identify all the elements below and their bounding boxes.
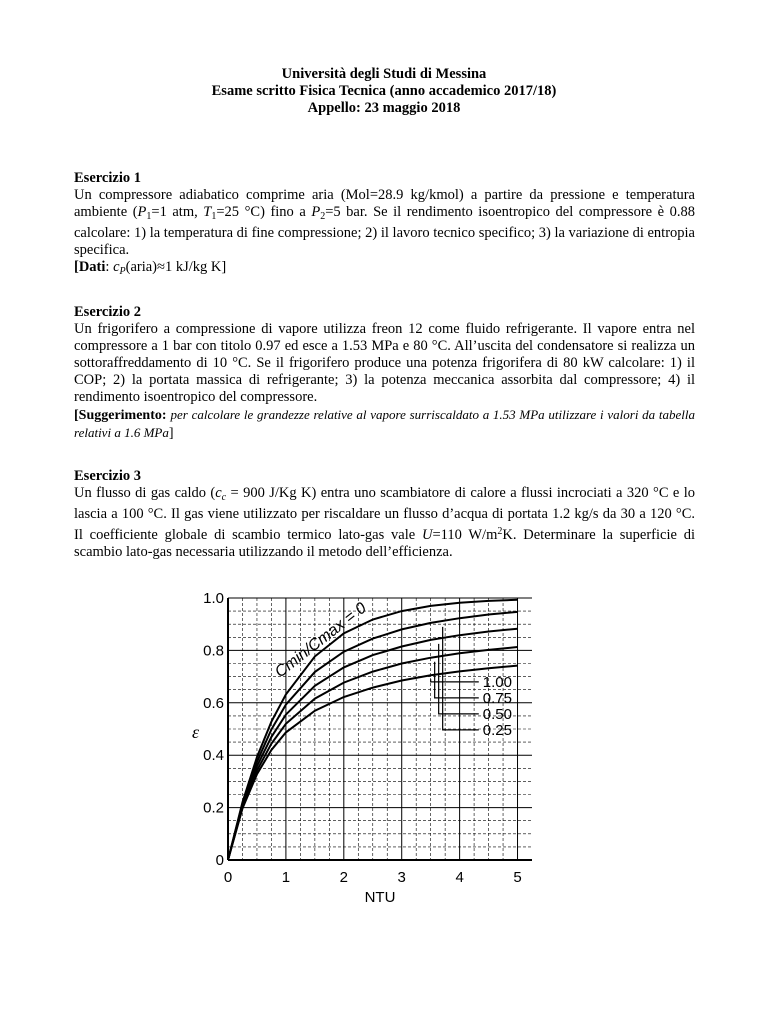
x-tick-label: 2 [339, 869, 348, 886]
y-tick-label: 0.2 [203, 799, 224, 817]
exercise-1 [74, 170, 695, 280]
legend-label: 0.75 [482, 689, 512, 707]
y-tick-label: 0 [215, 852, 224, 869]
y-tick-label: 0.4 [203, 747, 224, 765]
y-tick-label: 1.0 [203, 590, 224, 607]
exercise-2-title: Esercizio 2 [74, 304, 141, 320]
x-tick-label: 1 [281, 869, 291, 886]
y-tick-label: 0.6 [203, 694, 224, 712]
legend-label: 1.00 [482, 673, 512, 691]
exercise-1-title: Esercizio 1 [74, 170, 141, 186]
document-header [0, 66, 768, 117]
legend-leader [435, 662, 479, 698]
legend-label: 0.25 [482, 721, 512, 739]
exam-date: Appello: 23 maggio 2018 [307, 100, 461, 116]
x-axis-label: NTU [364, 889, 396, 906]
curve-label-cmin-cmax: Cmin/Cmax = 0 [271, 599, 370, 682]
chart-legend [431, 627, 512, 739]
exercise-3-text: Un flusso di gas caldo ($c_c = 900$ J/Kg K) entra uno scambiatore di calore a flussi incrociati a 320 °C e lo lascia a 100 °C. Il gas viene utilizzato per riscaldare un flusso d’acqua di portata 1.2 kg/s da 30 a 120 °C. Il coefficiente globale di scambio termico lato-gas vale U=110 $W/m^2K$. Determinare la superficie di scambio lato-gas necessaria utilizzando il metodo dell’efficienza. [74, 485, 696, 560]
exercise-3 [74, 468, 695, 561]
effectiveness-ntu-chart [180, 580, 560, 920]
y-tick-label: 0.8 [203, 642, 224, 660]
exercise-2 [74, 304, 695, 442]
x-tick-label: 3 [397, 869, 406, 886]
exercise-1-text: Un compressore adiabatico comprime aria (Mol=28.9 kg/kmol) a partire da pressione e temperatura ambiente ($P_1=1$ atm, $T_1=25$ °C) fino a $P_2=5$ bar. Se il rendimento isoentropico del compressore è 0.88 calcolare: 1) la temperatura di fine compressione; 2) il lavoro tecnico specifico; 3) la variazione di entropia specifica. [74, 187, 695, 258]
y-axis-label: ε [192, 722, 200, 742]
exercise-2-text: Un frigorifero a compressione di vapore utilizza freon 12 come fluido refrigerante. Il vapore entra nel compressore a 1 bar con titolo 0.97 ed esce a 1.53 MPa e 80 °C. All’uscita del condensatore si realizza un sottoraffreddamento di 10 °C. Se il frigorifero produce una potenza frigorifera di 80 kW calcolare: 1) il COP; 2) la portata massica di refrigerante; 3) la potenza meccanica assorbita dal compressore; 4) il rendimento isoentropico del compressore. [74, 321, 695, 405]
x-tick-label: 0 [223, 869, 233, 886]
x-tick-label: 4 [455, 869, 464, 886]
x-tick-label: 5 [513, 869, 522, 886]
legend-leader [431, 679, 479, 682]
exam-title: Esame scritto Fisica Tecnica (anno accademico 2017/18) [211, 83, 557, 99]
legend-label: 0.50 [482, 705, 512, 723]
exercise-1-data-note: [Dati: $c_P(aria)\approx 1$ kJ/kg K] [74, 259, 227, 277]
exercise-3-title: Esercizio 3 [74, 468, 141, 484]
university-title: Università degli Studi di Messina [281, 66, 487, 82]
exercise-2-hint: [Suggerimento: per calcolare le grandezze relative al vapore surriscaldato a 1.53 MPa utilizzare i valori da tabella relativi a 1.6 MPa] [74, 407, 695, 441]
